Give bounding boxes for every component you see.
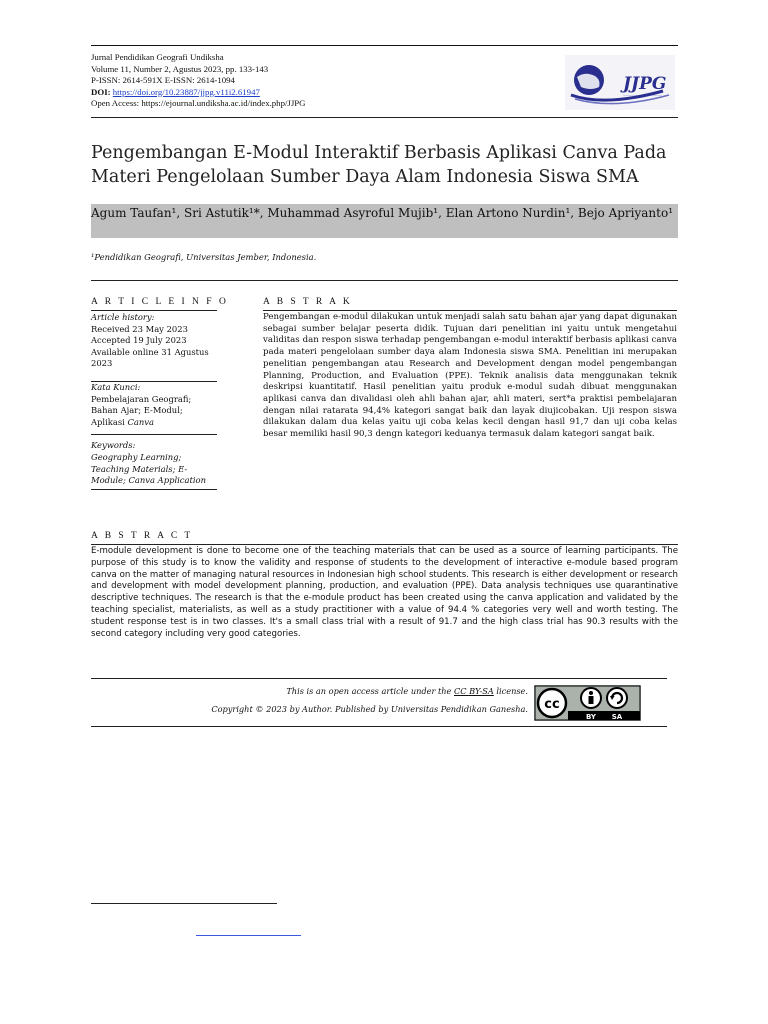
license-line: This is an open access article under the CC BY-SA license. (286, 686, 528, 696)
badge-by-label: BY (585, 713, 597, 721)
journal-logo (565, 55, 675, 110)
license-link[interactable]: CC BY-SA (454, 686, 494, 696)
svg-text:—————————————: ————————————— (623, 93, 662, 97)
abstract-rule (91, 544, 678, 545)
logo-text: JJPG (623, 74, 667, 94)
copyright-line: Copyright © 2023 by Author. Published by Universitas Pendidikan Ganesha. (211, 704, 528, 714)
received-date: Received 23 May 2023 (91, 323, 188, 334)
abstrak-rule (263, 310, 677, 311)
keywords-label: Keywords: (91, 440, 136, 451)
journal-header (91, 52, 511, 110)
kata-kunci-label: Kata Kunci: (91, 381, 141, 392)
keywords-list: Geography Learning; Teaching Materials; E-Module; Canva Application (91, 451, 206, 486)
abstrak-body: Pengembangan e-modul dilakukan untuk menjadi salah satu bahan ajar yang dapat digunakan sebagai sumber belajar peserta didik. Tujuan dari penelitian ini yaitu untuk mengetahui validitas dan respon siswa terhadap pengembangan e-modul interaktif berbasis aplikasi canva pada materi pengelolaan sumber daya alam Indonesia siswa SMA. Penelitian ini merupakan penelitian pengembangan atau Research and Development dengan model pengembangan Planning, Production, and Evaluation (PPE). Teknik analisis data menggunakan teknik deskripsi kuantitatif. Hasil penelitian yaitu produk e-modul sudah dibuat menggunakan aplikasi canva dan divalidasi oleh ahli bahan ajar, ahli materi, sert*a praktisi pembelajaran dengan nilai ratarata 94,4% kategori sangat baik dan layak diujicobakan. Uji respon siswa dilakukan dalam dua kelas yaitu uji coba kelas kecil dengan hasil 91,7 dan uji coba kelas besar memiliki hasil 90,3 dengn kategori keduanya termasuk dalam kategori sangat baik. (263, 312, 677, 440)
kata-kunci-rule (91, 434, 217, 435)
top-rule (91, 45, 678, 46)
article-title: Pengembangan E-Modul Interaktif Berbasis Aplikasi Canva Pada Materi Pengelolaan Sumber Daya Alam Indonesia Siswa SMA (91, 143, 667, 187)
cc-text: cc (544, 697, 560, 712)
journal-volume: Volume 11, Number 2, Agustus 2023, pp. 133-143 (91, 63, 269, 74)
history-rule (91, 381, 217, 382)
accepted-date: Accepted 19 July 2023 (91, 335, 187, 346)
history-label: Article history: (91, 312, 155, 322)
article-info-heading: A R T I C L E I N F O (91, 297, 229, 307)
affiliation: ¹Pendidikan Geografi, Universitas Jember, Indonesia. (91, 252, 317, 262)
kata-kunci-list: Pembelajaran Geografi; Bahan Ajar; E-Modul; Aplikasi Canva (91, 393, 192, 427)
doi-label: DOI (91, 86, 108, 97)
abstract-body: E-module development is done to become one of the teaching materials that can be used as a source of learning participants. The purpose of this study is to know the validity and response of students to the development of interactive e-module based program canva on the matter of managing natural resources in Indonesian high school students. This research is either development or research and development with model development planning, production, and evaluation (PPE). Data analysis techniques use quarantinative descriptive techniques. The research is that the e-module product has been created using the canva application and validated by the teaching specialist, materialists, as well as a study practitioner with a value of 94.4 % categories very well and worth testing. The student response test is in two classes. It's a small class trial with a result of 91.7 and the high class trial has 90.3 results with the second category including very good categories. (91, 546, 678, 639)
abstract-heading: A B S T R A C T (91, 531, 193, 541)
doi-link[interactable]: https://doi.org/10.23887/jjpg.v11i2.61947 (112, 86, 260, 97)
authors-box (91, 204, 678, 238)
open-access-line: Open Access: https://ejournal.undiksha.ac.id/index.php/JJPG (91, 98, 306, 108)
article-info-rule (91, 310, 217, 311)
footnote-rule (91, 903, 277, 904)
footnote-link-underline[interactable] (196, 935, 301, 936)
abstrak-heading: A B S T R A K (263, 297, 353, 307)
journal-name: Jurnal Pendidikan Geografi Undiksha (91, 52, 224, 62)
badge-sa-label: SA (611, 713, 623, 721)
doi-line: DOI: https://doi.org/10.23887/jjpg.v11i2.61947 (91, 86, 260, 97)
author-list: Agum Taufan¹, Sri Astutik¹*, Muhammad Asyroful Mujib¹, Elan Artono Nurdin¹, Bejo Apriyanto¹ (91, 206, 674, 220)
affiliation-rule (91, 280, 678, 281)
license-bottom-rule (91, 726, 667, 727)
header-bottom-rule (91, 117, 678, 118)
article-info (91, 312, 217, 487)
keywords-rule (91, 489, 217, 490)
license-top-rule (91, 678, 667, 679)
journal-issn: P-ISSN: 2614-591X E-ISSN: 2614-1094 (91, 75, 235, 85)
available-date: Available online 31 Agustus 2023 (91, 346, 209, 369)
cc-by-sa-badge[interactable] (534, 685, 641, 721)
